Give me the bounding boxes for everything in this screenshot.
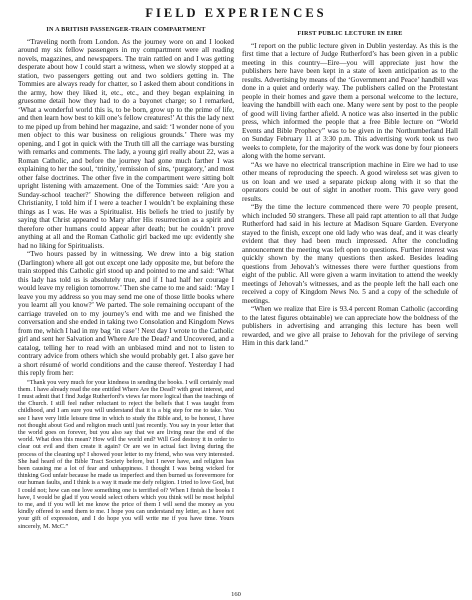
train-paragraph-1: “Traveling north from London. As the journey wore on and I looked around my six fellow passengers in my compartment were all reading novels, magazines, and newspapers. The train rattled on and I was getting desperate about how I could start a witness, when we slowly stopped at a station, two passengers getting out and two soldiers getting in. The Tommies are always ready for chatter, so I asked them about conditions in the army, how they liked it, etc., etc., and they began explaining in gruesome detail how they had to do a bayonet charge; so I remarked, ‘What a wonderful world this is, to be born, grow up to the prime of life, and then learn how best to kill one’s fellow creatures!’ At this the lady next to me piped up from behind her magazine, and said: ‘I wonder none of you men object to this war business on religious grounds.’ There was my opening, and I got in quick with the Truth till all the carriage was bursting with remarks and comments. The lady, a young girl really about 22, was a Roman Catholic, and before the journey had gone much farther I was explaining to her the soul, ‘trinity,’ remission of sins, ‘purgatory,’ and most other false doctrines. The other five in the compartment were sitting bolt upright listening with amazement. One of the Tommies said: ‘Are you a Sunday-school teacher?’ Showing the difference between religion and Christianity, I told him if I were a teacher I wouldn’t be explaining these things as I was. He was a Spiritualist. His beliefs he tried to justify by saying that Christ appeared to Mary after His resurrection as a spirit and therefore other humans could appear after death; but he couldn’t prove anything at all and the Roman Catholic girl backed me up: evidently she had no liking for Spiritualists. — [18, 37, 234, 250]
eire-paragraph-4: “When we realize that Eire is 93.4 percent Roman Catholic (according to the latest figures obtainable) we can appreciate how the boldness of the publishers in advertising and arranging this lecture has been well rewarded, and we give all praise to Jehovah for the privilege of serving Him in this dark land.” — [242, 305, 458, 347]
letter-text: “Thank you very much for your kindness in sending the books. I will certainly read them. I have already read the one entitled Where Are the Dead? with great interest, and I must admit that I find Judge Rutherford’s views far more logical than the teachings of the Church. I still feel rather reluctant to reject the beliefs that I was taught from childhood, and I am sure you will understand that it is a big step for me to take. You see I have very little leisure time in which to study the Bible and, to be honest, I have not thought about God and religion much until just recently. You say in your letter that the world goes on forever, but you also say that we are living near the end of the world. What does this mean? How will the world end? Will God destroy it in order to clear out evil and then create it again? Or are we in actual fact living during the process of the cleaning up? I showed your letter to my friend, who was very interested. She had heard of the Bible Tract Society before, but I never have, and religion has been causing me a lot of fear and unhappiness. I thought I was being wicked for thinking God unfair because he made us imperfect and then burned us forevermore for our human faults, and I think is a way it made me defy religion. I tried to love God, but I could not; how can one love something one is terrified of? When I finish the books I have, I would be glad if you would select others which you think will be most helpful to me, and if you will let me know the price of them I will send the money as you kindly offered to send them to me. I hope you can understand my letter, as I have not your gift of expression, and I do hope you will write me if you have time. Yours sincerely, M. McC.” — [18, 378, 234, 530]
left-column — [18, 26, 234, 586]
eire-paragraph-1: “I report on the public lecture given in Dublin yesterday. As this is the first time that a lecture of Judge Rutherford’s has been given in a public meeting in this country—Eire—you will appreciate just how the publishers here have been kept in a state of keen anticipation as to the results. Advertising by means of the ‘Government and Peace’ handbill was done in a quiet and orderly way. The publishers called on the Protestant people in their homes and gave them a personal welcome to the lecture, leaving the handbill with each one. Many were sent by post to the people of good will living farther afield. A notice was also inserted in the public press, which informed the people that a free Bible lecture on “World Events and Bible Prophecy” was to be given in the Northumberland Hall on Sunday February 11 at 3:30 p.m. This advertising work took us two weeks to complete, for the majority of the work was done by four pioneers along with the home servant. — [242, 41, 458, 160]
section-heading-train: IN A BRITISH PASSENGER-TRAIN COMPARTMENT — [46, 26, 206, 33]
section-heading-eire: FIRST PUBLIC LECTURE IN EIRE — [297, 30, 403, 37]
page-header: FIELD EXPERIENCES — [145, 6, 327, 20]
quoted-letter — [18, 379, 234, 530]
right-column — [242, 26, 458, 586]
eire-paragraph-2: “As we have no electrical transcription machine in Eire we had to use other means of reproducing the speech. A good wireless set was given to us on loan and we used a separate pickup along with it so that the operators could be out of sight in another room. This gave very good results. — [242, 160, 458, 203]
page-number: 160 — [231, 591, 241, 598]
eire-paragraph-3: “By the time the lecture commenced there were 70 people present, which included 50 strangers. These all paid rapt attention to all that Judge Rutherford had said in his lecture at Madison Square Garden. Everyone stayed to the finish, except one old lady who was deaf, and it was clearly evident that they had been much impressed. After the concluding announcement the meeting was left open to questions. Further interest was quickly shown by the many questions then asked. Besides leading questions from Jehovah’s witnesses there were further questions from eight of the public. All were given a warm invitation to attend the weekly meetings of Jehovah’s witnesses, and as the people left the hall each one received a copy of Kingdom News No. 5 and a copy of the schedule of meetings. — [242, 203, 458, 305]
train-paragraph-2: “Two hours passed by in witnessing. We drew into a big station (Darlington) where all got out except one lady opposite me, but before the train stopped this Catholic girl stood up and pointed to me and said: ‘What this lady has told us is absolutely true, and if I had half her courage I would leave my religion tomorrow.’ Then she came to me and said: ‘May I leave you my address so you may send me one of those little books where you learnt all you know?’ We parted. The sole remaining occupant of the carriage traveled on to my journey’s end with me and we finished the conversation and she ended in taking two Consolation and Kingdom News from me, which I had in my bag ‘in case’! Next day I wrote to the Catholic girl and sent her Salvation and Where Are the Dead? and Uncovered, and a catalog, telling her to read with an unbiased mind and not to listen to contrary advice from others which she would probably get. I also gave her a short résumé of world conditions and the cause thereof. Yesterday I had this reply from her: — [18, 250, 234, 377]
